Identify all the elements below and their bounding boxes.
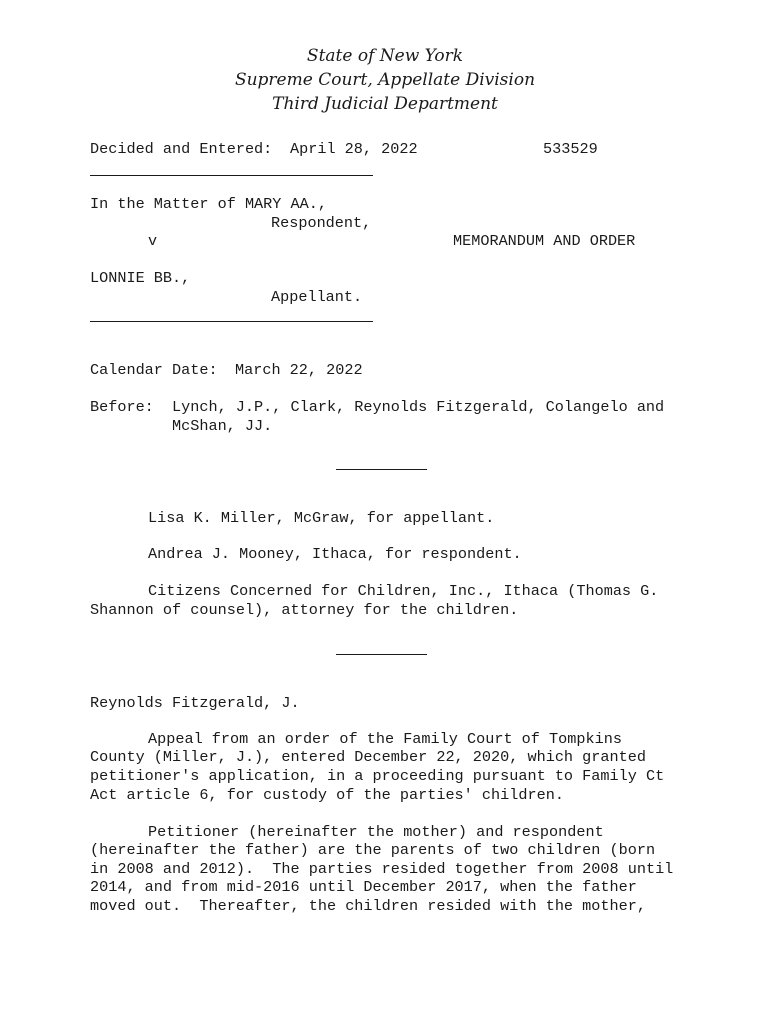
counsel-appellant: Lisa K. Miller, McGraw, for appellant. [148, 509, 495, 527]
section-divider [336, 469, 427, 470]
calendar-date: March 22, 2022 [235, 361, 363, 379]
counsel-children-line1: Citizens Concerned for Children, Inc., Ithaca (Thomas G. [148, 582, 659, 600]
caption-top-rule [90, 175, 373, 176]
counsel-children-line2: Shannon of counsel), attorney for the children. [90, 601, 519, 619]
section-divider [336, 654, 427, 655]
decided-label: Decided and Entered: [90, 140, 273, 158]
caption-bottom-rule [90, 321, 373, 322]
order-type: MEMORANDUM AND ORDER [453, 232, 636, 250]
paragraph-line: Petitioner (hereinafter the mother) and respondent [148, 823, 604, 841]
before-label: Before: [90, 398, 154, 416]
matter-title: In the Matter of MARY AA., [90, 195, 327, 213]
appellant-role: Appellant. [271, 288, 363, 306]
respondent-role: Respondent, [271, 214, 372, 232]
paragraph-line: in 2008 and 2012). The parties resided together from 2008 until [90, 860, 674, 878]
counsel-respondent: Andrea J. Mooney, Ithaca, for respondent. [148, 545, 522, 563]
calendar-label: Calendar Date: [90, 361, 218, 379]
paragraph-line: County (Miller, J.), entered December 22, 2020, which granted [90, 748, 646, 766]
before-justices-line2: McShan, JJ. [172, 417, 273, 435]
paragraph-line: (hereinafter the father) are the parents of two children (born [90, 841, 656, 859]
decided-date: April 28, 2022 [290, 140, 418, 158]
paragraph-line: moved out. Thereafter, the children resided with the mother, [90, 897, 646, 915]
paragraph-line: Act article 6, for custody of the parties' children. [90, 786, 564, 804]
court-state-heading: State of New York [306, 46, 464, 66]
before-justices-line1: Lynch, J.P., Clark, Reynolds Fitzgerald, Colangelo and [172, 398, 665, 416]
opinion-author: Reynolds Fitzgerald, J. [90, 694, 300, 712]
versus: v [148, 232, 158, 250]
paragraph-line: 2014, and from mid-2016 until December 2017, when the father [90, 878, 637, 896]
appellant-name: LONNIE BB., [90, 269, 191, 287]
paragraph-line: petitioner's application, in a proceeding pursuant to Family Ct [90, 767, 665, 785]
court-division-heading: Supreme Court, Appellate Division [234, 70, 536, 90]
paragraph-line: Appeal from an order of the Family Court of Tompkins [148, 730, 622, 748]
court-department-heading: Third Judicial Department [272, 94, 498, 114]
docket-number: 533529 [543, 140, 598, 158]
